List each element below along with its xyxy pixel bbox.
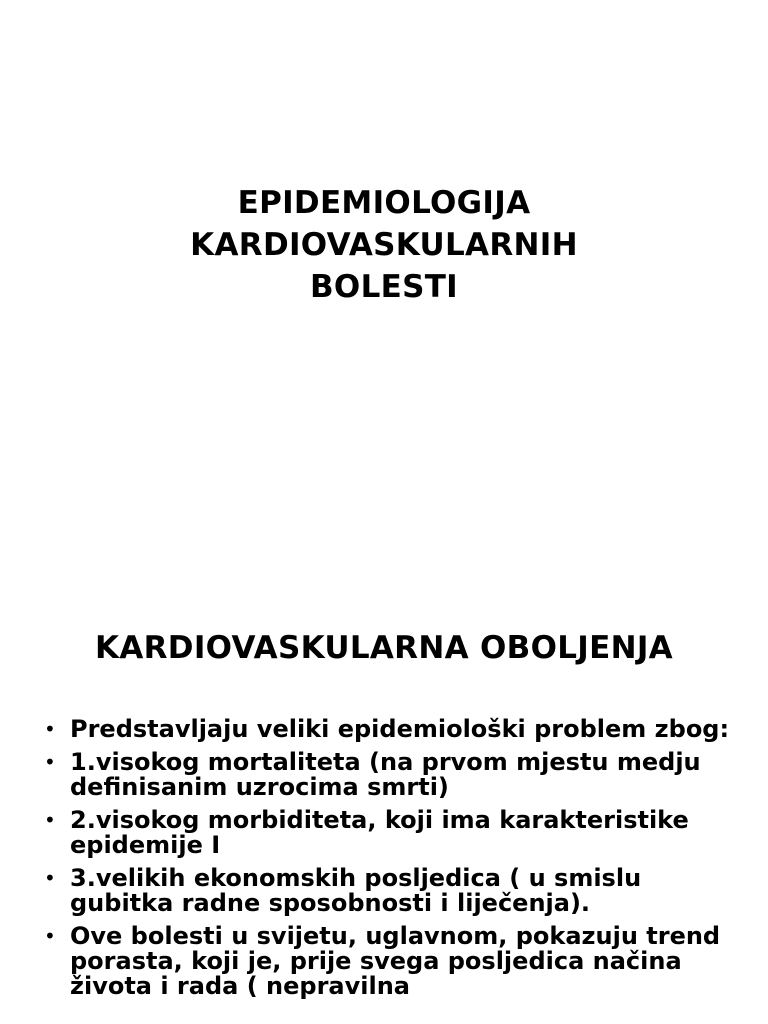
- content-slide: [0, 576, 768, 1024]
- bullet-text: 1.visokog mortaliteta (na prvom mjestu medju definisanim uzrocima smrti): [70, 748, 701, 801]
- bullet-icon: •: [44, 717, 56, 741]
- bullet-icon: •: [44, 866, 56, 890]
- title-line: KARDIOVASKULARNIH: [190, 227, 578, 263]
- list-item: [44, 808, 744, 858]
- bullet-icon: •: [44, 750, 56, 774]
- list-item: [44, 866, 744, 916]
- presentation-title: [0, 182, 768, 308]
- title-line: BOLESTI: [309, 269, 459, 305]
- slide-heading: KARDIOVASKULARNA OBOLJENJA: [95, 630, 673, 666]
- bullet-text: 2.visokog morbiditeta, koji ima karakteristike epidemije I: [70, 806, 689, 859]
- list-item: [44, 717, 744, 742]
- list-item: [44, 750, 744, 800]
- bullet-icon: •: [44, 808, 56, 832]
- bullet-text: Predstavljaju veliki epidemiološki problem zbog:: [70, 715, 730, 743]
- bullet-icon: •: [44, 924, 56, 948]
- bullet-text: 3.velikih ekonomskih posljedica ( u smislu gubitka radne sposobnosti i liječenja).: [70, 864, 642, 917]
- title-line: EPIDEMIOLOGIJA: [237, 185, 531, 221]
- bullet-list: [44, 717, 744, 1007]
- bullet-text: Ove bolesti u svijetu, uglavnom, pokazuju trend porasta, koji je, prije svega posljedica načina života i rada ( nepravilna: [70, 922, 721, 1000]
- list-item: [44, 924, 744, 999]
